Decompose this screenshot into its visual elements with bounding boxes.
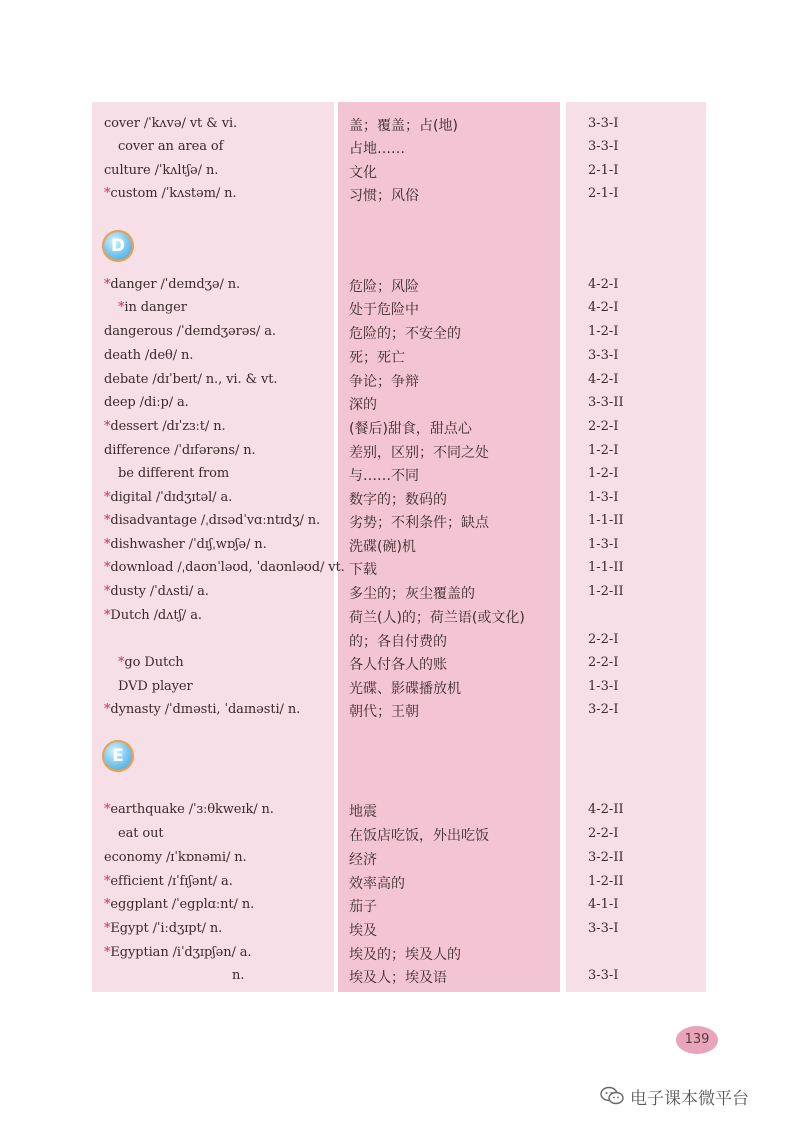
- word-text: economy /ɪˈkɒnəmi/ n.: [104, 850, 247, 865]
- entry-unit: 4-1-I: [588, 897, 619, 912]
- entry-meaning: 危险的；不安全的: [349, 326, 461, 342]
- glossary-entry: [0, 114, 800, 136]
- entry-word: [104, 802, 274, 817]
- entry-word: [118, 655, 184, 670]
- entry-unit: 1-2-I: [588, 443, 619, 458]
- glossary-entry: [0, 800, 800, 822]
- entry-unit: 4-2-I: [588, 300, 619, 315]
- glossary-entry: [0, 848, 800, 870]
- entry-meaning: 深的: [349, 397, 377, 413]
- entry-word: [118, 139, 223, 154]
- glossary-entry: [0, 677, 800, 699]
- glossary-entry: [0, 943, 800, 965]
- entry-unit: 1-1-II: [588, 513, 624, 528]
- entry-word: [104, 490, 232, 505]
- star-mark: *: [104, 277, 111, 292]
- word-text: death /deθ/ n.: [104, 348, 194, 363]
- entry-word: [104, 395, 189, 410]
- entry-meaning: 洗碟(碗)机: [349, 539, 416, 555]
- star-mark: *: [104, 560, 111, 575]
- entry-meaning: 争论；争辩: [349, 374, 419, 390]
- entry-unit: 1-2-II: [588, 584, 624, 599]
- entry-word: [104, 584, 209, 599]
- page-number: 139: [676, 1026, 718, 1054]
- star-mark: *: [104, 490, 111, 505]
- glossary-entry: [0, 511, 800, 533]
- word-text: DVD player: [118, 679, 193, 694]
- entry-unit: 2-2-I: [588, 655, 619, 670]
- entry-unit: 1-2-I: [588, 466, 619, 481]
- word-text: debate /dɪˈbeɪt/ n., vi. & vt.: [104, 372, 278, 387]
- star-mark: *: [104, 608, 111, 623]
- word-text: digital /ˈdɪdʒɪtəl/ a.: [110, 490, 233, 505]
- glossary-entry: [0, 653, 800, 675]
- glossary-entry: [0, 872, 800, 894]
- glossary-entry: [0, 298, 800, 320]
- glossary-entry: [0, 582, 800, 604]
- entry-word: [104, 443, 256, 458]
- entry-unit: 3-3-I: [588, 348, 619, 363]
- entry-meaning: 经济: [349, 852, 377, 868]
- glossary-entry: [0, 606, 800, 628]
- entry-word: [104, 850, 247, 865]
- entry-word: [104, 116, 237, 131]
- word-text: dynasty /ˈdɪnəsti, ˈdaɪnəsti/ n.: [110, 702, 301, 717]
- entry-unit: 2-1-I: [588, 163, 619, 178]
- entry-word: [104, 537, 267, 552]
- entry-meaning: 的；各自付费的: [349, 634, 447, 650]
- word-text: dangerous /ˈdeɪndʒərəs/ a.: [104, 324, 276, 339]
- entry-word: [104, 874, 233, 889]
- entry-meaning: 占地……: [349, 141, 405, 157]
- entry-word: [104, 921, 222, 936]
- entry-meaning: 多尘的；灰尘覆盖的: [349, 586, 475, 602]
- entry-meaning: 效率高的: [349, 876, 405, 892]
- entry-word: [104, 163, 218, 178]
- entry-meaning: 荷兰(人)的；荷兰语(或文化): [349, 610, 525, 626]
- glossary-entry: [0, 630, 800, 652]
- word-text: be different from: [118, 466, 230, 481]
- word-text: deep /diːp/ a.: [104, 395, 189, 410]
- word-text: difference /ˈdɪfərəns/ n.: [104, 443, 256, 458]
- word-text: Egyptian /iˈdʒɪpʃən/ a.: [110, 945, 252, 960]
- glossary-entry: [0, 535, 800, 557]
- entry-unit: 4-2-I: [588, 372, 619, 387]
- entry-unit: 1-3-I: [588, 537, 619, 552]
- entry-meaning: 埃及的；埃及人的: [349, 947, 461, 963]
- glossary-entry: [0, 464, 800, 486]
- entry-word: [104, 945, 251, 960]
- entry-meaning: 盖；覆盖；占(地): [349, 118, 458, 134]
- glossary-entry: [0, 441, 800, 463]
- glossary-entry: [0, 919, 800, 941]
- entry-word: [104, 702, 300, 717]
- entry-word: [118, 679, 193, 694]
- glossary-entry: [0, 346, 800, 368]
- word-text: in danger: [124, 300, 187, 315]
- entry-meaning: 劣势；不利条件；缺点: [349, 515, 489, 531]
- word-text: download /ˌdaʊnˈləʊd, ˈdaʊnləʊd/ vt.: [110, 560, 345, 575]
- entry-word: [104, 560, 345, 575]
- entry-meaning: 茄子: [349, 899, 377, 915]
- entry-word: [232, 968, 244, 983]
- word-text: Dutch /dʌtʃ/ a.: [110, 608, 202, 623]
- word-text: cover an area of: [118, 139, 224, 154]
- entry-meaning: 文化: [349, 165, 377, 181]
- entry-unit: 2-2-I: [588, 419, 619, 434]
- word-text: eat out: [118, 826, 164, 841]
- entry-meaning: 下载: [349, 562, 377, 578]
- word-text: eggplant /ˈegplɑːnt/ n.: [110, 897, 255, 912]
- star-mark: *: [104, 537, 111, 552]
- glossary-entry: [0, 275, 800, 297]
- entry-meaning: 朝代；王朝: [349, 704, 419, 720]
- word-text: dishwasher /ˈdɪʃˌwɒʃə/ n.: [110, 537, 267, 552]
- entry-meaning: 各人付各人的账: [349, 657, 447, 673]
- entry-unit: 3-3-I: [588, 968, 619, 983]
- star-mark: *: [104, 702, 111, 717]
- glossary-entry: [0, 700, 800, 722]
- entry-word: [104, 372, 277, 387]
- glossary-entry: [0, 488, 800, 510]
- word-text: earthquake /ˈɜːθkweɪk/ n.: [110, 802, 274, 817]
- entry-unit: 1-3-I: [588, 679, 619, 694]
- word-text: danger /ˈdeɪndʒə/ n.: [110, 277, 241, 292]
- glossary-entry: [0, 966, 800, 988]
- word-text: efficient /ɪˈfɪʃənt/ a.: [110, 874, 233, 889]
- entry-unit: 1-1-II: [588, 560, 624, 575]
- entry-word: [104, 348, 193, 363]
- entry-unit: 4-2-I: [588, 277, 619, 292]
- entry-meaning: 埃及人；埃及语: [349, 970, 447, 986]
- entry-word: [118, 466, 229, 481]
- word-text: custom /ˈkʌstəm/ n.: [110, 186, 237, 201]
- entry-word: [104, 608, 202, 623]
- word-text: go Dutch: [124, 655, 184, 670]
- entry-unit: 4-2-II: [588, 802, 624, 817]
- glossary-entry: [0, 417, 800, 439]
- entry-unit: 3-3-II: [588, 395, 624, 410]
- word-text: dusty /ˈdʌsti/ a.: [110, 584, 209, 599]
- entry-unit: 3-3-I: [588, 921, 619, 936]
- entry-unit: 3-3-I: [588, 139, 619, 154]
- section-letter-d-icon: D: [102, 230, 134, 262]
- word-text: n.: [232, 968, 245, 983]
- word-text: dessert /dɪˈzɜːt/ n.: [110, 419, 226, 434]
- entry-meaning: 数字的；数码的: [349, 492, 447, 508]
- entry-unit: 2-1-I: [588, 186, 619, 201]
- entry-unit: 1-2-II: [588, 874, 624, 889]
- star-mark: *: [118, 655, 125, 670]
- entry-meaning: 危险；风险: [349, 279, 419, 295]
- star-mark: *: [104, 945, 111, 960]
- entry-word: [104, 186, 236, 201]
- entry-word: [118, 300, 187, 315]
- watermark-text: 电子课本微平台: [630, 1088, 749, 1109]
- glossary-entry: [0, 393, 800, 415]
- star-mark: *: [104, 584, 111, 599]
- entry-unit: 1-2-I: [588, 324, 619, 339]
- word-text: disadvantage /ˌdɪsədˈvɑːntɪdʒ/ n.: [110, 513, 321, 528]
- entry-meaning: (餐后)甜食，甜点心: [349, 421, 472, 437]
- entry-meaning: 死；死亡: [349, 350, 405, 366]
- entry-meaning: 埃及: [349, 923, 377, 939]
- entry-meaning: 与……不同: [349, 468, 419, 484]
- glossary-entry: [0, 558, 800, 580]
- star-mark: *: [104, 874, 111, 889]
- section-letter-e-icon: E: [102, 740, 134, 772]
- entry-word: [118, 826, 164, 841]
- entry-unit: 2-2-I: [588, 632, 619, 647]
- star-mark: *: [104, 419, 111, 434]
- entry-unit: 3-2-II: [588, 850, 624, 865]
- entry-word: [104, 419, 226, 434]
- entry-unit: 3-2-I: [588, 702, 619, 717]
- star-mark: *: [104, 513, 111, 528]
- entry-meaning: 光碟、影碟播放机: [349, 681, 461, 697]
- word-text: culture /ˈkʌltʃə/ n.: [104, 163, 219, 178]
- word-text: cover /ˈkʌvə/ vt & vi.: [104, 116, 238, 131]
- glossary-entry: [0, 370, 800, 392]
- star-mark: *: [104, 802, 111, 817]
- entry-word: [104, 324, 276, 339]
- glossary-entry: [0, 824, 800, 846]
- entry-word: [104, 277, 240, 292]
- star-mark: *: [104, 921, 111, 936]
- entry-meaning: 习惯；风俗: [349, 188, 419, 204]
- glossary-entry: [0, 322, 800, 344]
- glossary-entry: [0, 161, 800, 183]
- entry-meaning: 地震: [349, 804, 377, 820]
- star-mark: *: [118, 300, 125, 315]
- entry-meaning: 在饭店吃饭，外出吃饭: [349, 828, 489, 844]
- star-mark: *: [104, 186, 111, 201]
- star-mark: *: [104, 897, 111, 912]
- word-text: Egypt /ˈiːdʒɪpt/ n.: [110, 921, 223, 936]
- entry-word: [104, 513, 320, 528]
- glossary-entry: [0, 895, 800, 917]
- entry-word: [104, 897, 254, 912]
- wechat-icon: [600, 1086, 624, 1106]
- watermark: [600, 1084, 749, 1108]
- entry-unit: 2-2-I: [588, 826, 619, 841]
- entry-unit: 1-3-I: [588, 490, 619, 505]
- entry-meaning: 处于危险中: [349, 302, 419, 318]
- glossary-entry: [0, 137, 800, 159]
- entry-meaning: 差别，区别；不同之处: [349, 445, 489, 461]
- entry-unit: 3-3-I: [588, 116, 619, 131]
- glossary-entry: [0, 184, 800, 206]
